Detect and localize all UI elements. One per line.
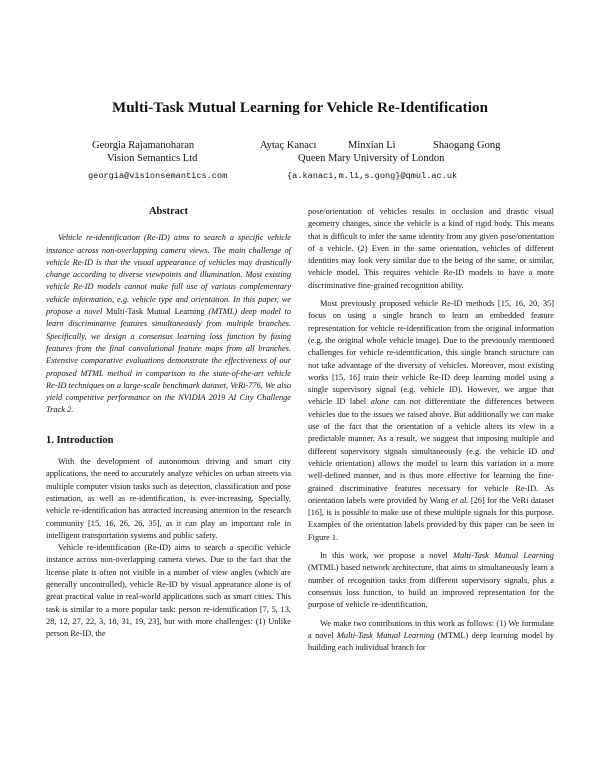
author-affiliation: Queen Mary University of London xyxy=(298,153,445,164)
author-name: Minxian Li xyxy=(348,140,396,151)
author-email: georgia@visionsemantics.com xyxy=(88,171,228,181)
abstract-paragraph: Vehicle re-identification (Re-ID) aims to search a specific vehicle instance across non-overlapping camera views. The main challenge of vehicle Re-ID is that the visual appearance of vehicles may drastically change according to diverse viewpoints and illumination. Most existing vehicle Re-ID models cannot make full use of various complementary vehicle information, e.g. vehicle type and orientation. In this paper, we propose a novel Multi-Task Mutual Learning (MTML) deep model to learn discriminative features simultaneously from multiple branches. Specifically, we design a consensus learning loss function by fusing features from the final convolutional feature maps from all branches. Extensive comparative evaluations demonstrate the effectiveness of our proposed MTML method in comparison to the state-of-the-art vehicle Re-ID techniques on a large-scale benchmark dataset, VeRi-776. We also yield competitive performance on the NVIDIA 2019 AI City Challenge Track 2. xyxy=(46,233,291,415)
intro-paragraph: Vehicle re-identification (Re-ID) aims to search a specific vehicle instance across non-overlapping camera views. Due to the fact that the license plate is often not visible in a number of view angles (which are generally uncontrolled), vehicle Re-ID by visual appearance alone is of great practical value in real-world applications such as smart cities. This task is similar to a more popular task: person re-identification [7, 5, 13, 28, 12, 27, 22, 3, 18, 31, 19, 23], but with more challenges: (1) Unlike person Re-ID, the xyxy=(46,543,291,639)
left-column xyxy=(46,206,291,641)
abstract-body xyxy=(46,232,291,416)
section-heading-introduction: 1. Introduction xyxy=(46,434,114,446)
author-name: Aytaç Kanacı xyxy=(260,140,317,151)
body-paragraph: In this work, we propose a novel Multi-Task Mutual Learning (MTML) based network architecture, that aims to simultaneously learn a number of recognition tasks from different supervisory signals, plus a consensus loss function, to build an improved representation for the purpose of vehicle re-identification. xyxy=(308,551,554,610)
right-column xyxy=(308,206,554,654)
paper-title: Multi-Task Mutual Learning for Vehicle Re-Identification xyxy=(111,100,489,116)
body-paragraph: Most previously proposed vehicle Re-ID methods [15, 16, 20, 35] focus on using a single branch to learn an embedded feature representation for vehicle re-identification from the original information (e.g. the original whole vehicle image). Due to the previously mentioned challenges for vehicle re-identification, this single branch structure can not take advantage of the diversity of vehicles. Moreover, most existing works [15, 16] train their vehicle Re-ID deep learning model using a single supervisory signal (e.g. vehicle ID). However, we argue that vehicle ID label alone can not differentiate the differences between vehicles due to the issues we raised above. But additionally we can make use of the fact that the orientation of a vehicle alters its view in a predictable manner. As a result, we suggest that imposing multiple and different supervisory signals simultaneously (e.g. the vehicle ID and vehicle orientation) allows the model to learn this variation in a more well-defined manner, and is thus more effective for learning the fine-grained discriminative features necessary for vehicle Re-ID. As orientation labels were provided by Wang et al. [26] for the VeRi dataset [16], is is possible to make use of these multiple signals for this purpose. Examples of the orientation labels provided by this paper can be seen in Figure 1. xyxy=(308,299,554,542)
author-name: Georgia Rajamanoharan xyxy=(92,140,195,151)
abstract-heading: Abstract xyxy=(148,206,189,217)
author-email: {a.kanaci,m.li,s.gong}@qmul.ac.uk xyxy=(287,171,458,181)
author-affiliation: Vision Semantics Ltd xyxy=(107,153,198,164)
author-name: Shaogang Gong xyxy=(433,140,501,151)
intro-paragraph: With the development of autonomous driving and smart city applications, the need to accurately analyze vehicles on urban streets via multiple computer vision tasks such as detection, classification and pose estimation, as well as re-identification, is ever-increasing. Specially, vehicle re-identification has attracted increasing attention in the research community [15, 16, 26, 26, 35], as it can play an important role in intelligent transportation systems and public safety. xyxy=(46,457,291,540)
body-paragraph: pose/orientation of vehicles results in occlusion and drastic visual geometry changes, since the vehicle is a kind of rigid body. This means that is difficult to infer the same identity from any given pose/orientation of a vehicle. (2) Even in the same orientation, vehicles of different identities may look very similar due to the being of the same, or similar, vehicle model. This requires vehicle Re-ID models to have a more discriminative fine-grained recognition ability. xyxy=(308,207,554,290)
body-paragraph: We make two contributions in this work as follows: (1) We formulate a novel Multi-Task Mutual Learning (MTML) deep learning model by building each individual branch for xyxy=(308,618,554,653)
